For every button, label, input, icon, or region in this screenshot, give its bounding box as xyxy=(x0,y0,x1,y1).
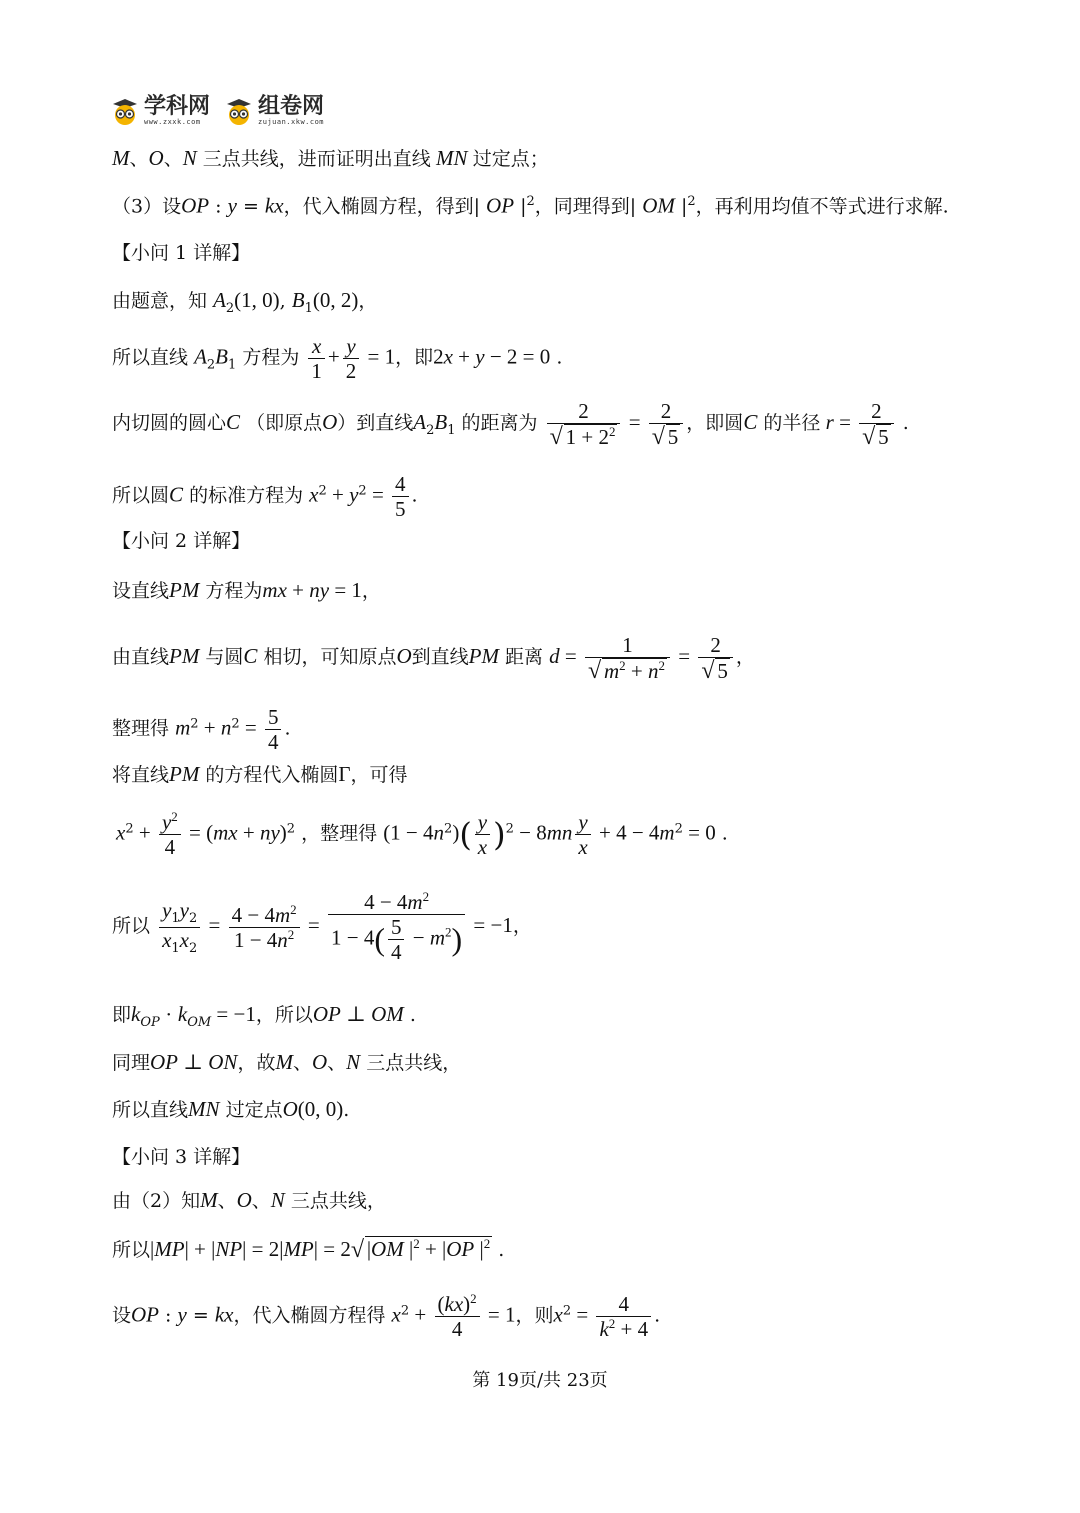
page-footer: 第 19页/共 23页 xyxy=(472,1370,608,1391)
math-line: 由（2）知M、O、N 三点共线， xyxy=(112,1188,386,1212)
header-logos xyxy=(110,96,324,126)
brand-url: www.zxxk.com xyxy=(144,118,201,126)
math-line: 由直线PM 与圆C 相切，可知原点O到直线PM 距离 d = 1 √ $m^2 + n^2$ = 2 √ 5 ， xyxy=(112,633,755,683)
math-line: $x^2$ + $\frac{y^2}{4}$ = (mx + ny)$^2$ ，整理得 $(1 - 4n^2)$( $\frac{y}{x}$ )$^2$ − 8mn $\frac{y}{x}$ + $4 - 4m^2 = 0$ . xyxy=(116,809,728,860)
owl-mascot-icon xyxy=(110,96,140,126)
brand-name: 学科网 xyxy=(144,94,211,119)
math-line: 内切圆的圆心C （即原点O）到直线$A_2B_1$ 的距离为 2 √ $1 + 2^2$ = 2 √ 5 ，即圆C 的半径 r = 2 √ 5 . xyxy=(112,399,909,449)
math-line: 将直线PM 的方程代入椭圆Γ，可得 xyxy=(112,762,408,786)
section-heading: 【小问 3 详解】 xyxy=(112,1146,251,1168)
math-line: 整理得 $m^2 + n^2$ = $\frac{5}{4}$ . xyxy=(112,705,291,755)
brand-name: 组卷网 xyxy=(258,94,325,119)
math-line: 由题意，知 $A_2(1$, 0), $B_1(0$, 2)， xyxy=(112,288,378,316)
math-line: 设直线PM 方程为mx + ny = 1， xyxy=(112,578,381,602)
xuekewang-logo xyxy=(110,96,210,126)
text-line: M、O、N 三点共线，进而证明出直线 MN 过定点； xyxy=(112,146,549,170)
math-line: 所以直线MN 过定点O(0, 0). xyxy=(112,1097,350,1121)
zujuanwang-logo xyxy=(224,96,324,126)
section-heading: 【小问 1 详解】 xyxy=(112,242,251,264)
math-line: 所以 $\frac{y_1y_2}{x_1x_2}$ = $\frac{4 - 4m^2}{1 - 4n^2}$ = $4 - 4m^2$ 1 − 4( $\frac{5}{4}$ − $m^2$) = −1， xyxy=(112,889,532,965)
math-line: 所以圆C 的标准方程为 $x^2 + y^2$ = $\frac{4}{5}$ . xyxy=(112,472,418,522)
math-line: 即$k_{OP} \cdot k_{OM} = -1$，所以OP ⊥ OM . xyxy=(112,1002,416,1030)
math-line: 同理OP ⊥ ON，故M、O、N 三点共线， xyxy=(112,1050,462,1074)
math-line: 所以直线 $A_2B_1$ 方程为 $\frac{x}{1}$ + $\frac{y}{2}$ = 1，即2x + y − 2 = 0 . xyxy=(112,334,563,384)
math-line: 所以|MP| + |NP| = 2|MP| = 2√ |OM $|^2 + |OP$ $|^2$ . xyxy=(112,1236,504,1260)
brand-url: zujuan.xkw.com xyxy=(258,118,325,126)
section-heading: 【小问 2 详解】 xyxy=(112,530,251,552)
text-line: （3）设OP : y = kx，代入椭圆方程，得到| OP $|^2$，同理得到| OM $|^2$，再利用均值不等式进行求解. xyxy=(112,193,949,218)
owl-mascot-icon xyxy=(224,96,254,126)
math-line: 设OP : y = kx，代入椭圆方程得 $x^2$ + $\frac{(kx)^2}{4}$ = 1，则$x^2$ = $\frac{4}{k^2 + 4}$ . xyxy=(112,1291,661,1342)
